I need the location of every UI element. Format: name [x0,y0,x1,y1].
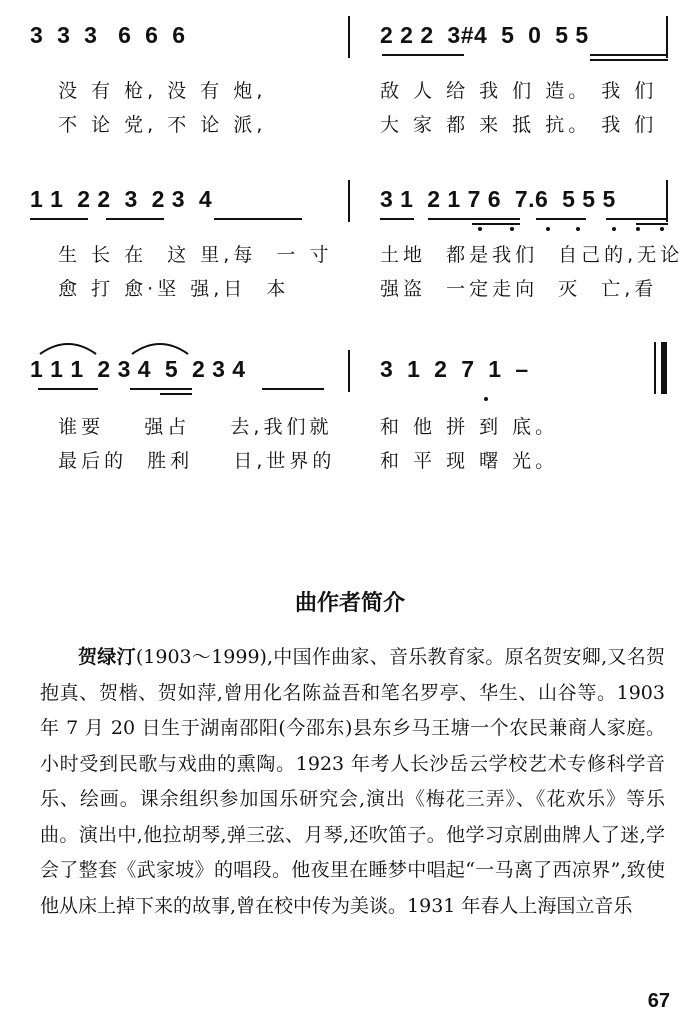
low-octave-dot [636,227,640,231]
underline [214,218,302,220]
bar-line [348,180,350,222]
underline [590,54,668,56]
notes-left: 1 1 2 2 3 2 3 4 [30,186,213,212]
underline [30,218,88,220]
slur-arc [130,338,190,356]
underline [536,218,586,220]
lyric-left: 谁要 强占 去,我们就 [58,416,333,438]
repeat-mark [666,16,668,58]
lyric-right: 大 家 都 来 抵 抗。 我 们 [380,114,658,136]
lyric-left: 没 有 枪, 没 有 炮, [58,80,267,102]
underline [160,393,192,395]
underline [380,218,414,220]
low-octave-dot [484,397,488,401]
lyrics-verse-2 [38,110,678,176]
underline [38,388,98,390]
lyrics-verse-2 [38,446,678,512]
notes-line [30,356,670,392]
underline [106,218,164,220]
notes-line [30,186,670,222]
final-barline-thick [661,342,667,394]
underline [262,388,324,390]
lyrics-verse-2 [38,274,678,340]
lyric-right: 土地 都是我们 自己的,无论 [380,244,684,266]
low-octave-dot [576,227,580,231]
underline [636,223,668,225]
low-octave-dot [478,227,482,231]
notes-right: 3 1 2 1 7 6 7.6 5 5 5 [380,186,616,212]
lyric-right: 敌 人 给 我 们 造。 我 们 [380,80,658,102]
page-number: 67 [647,990,670,1012]
underline [590,59,668,61]
low-octave-dot [510,227,514,231]
lyric-left: 最后的 胜利 日,世界的 [58,450,336,472]
low-octave-dot [660,227,664,231]
notes-left: 3 3 3 6 6 6 [30,22,186,48]
slur-arc [38,338,98,356]
section-heading: 曲作者简介 [294,591,405,616]
lyric-right: 和 他 拼 到 底。 [380,416,559,438]
bar-line [348,16,350,58]
low-octave-dot [612,227,616,231]
lyric-right: 和 平 现 曙 光。 [380,450,559,472]
final-barline-thin [654,342,656,394]
underline [382,54,464,56]
underline [428,218,520,220]
underline [472,223,520,225]
lyric-left: 愈 打 愈·坚 强,日 本 [58,278,290,300]
underline [130,388,192,390]
lyric-left: 生 长 在 这 里,每 一 寸 [58,244,333,266]
bio-paragraph [40,640,665,924]
repeat-mark [666,180,668,222]
bio-text: (1903～1999),中国作曲家、音乐教育家。原名贺安卿,又名贺抱真、贺楷、贺如萍,曾用化名陈益吾和笔名罗亭、华生、山谷等。1903 年 7 月 20 日生于湖南邵阳(今邵东)县东乡马王塘一个农民兼商人家庭。小时受到民歌与戏曲的熏陶。1923 年考人长沙岳云学校艺术专修科学音乐、绘画。课余组织参加国乐研究会,演出《梅花三弄》、《花欢乐》等乐曲。演出中,他拉胡琴,弹三弦、月琴,还吹笛子。他学习京剧曲牌人了迷,学会了整套《武家坡》的唱段。他夜里在睡梦中唱起“一马离了西凉界”,致使他从床上掉下来的故事,曾在校中传为美谈。1931 年春人上海国立音乐 [40,646,665,917]
underline [606,218,668,220]
notes-left: 1 1 1 2 3 4 5 2 3 4 [30,356,246,382]
lyric-left: 不 论 党, 不 论 派, [58,114,267,136]
composer-name: 贺绿汀 [78,646,136,668]
notes-right: 3 1 2 7 1 – [380,356,529,382]
lyric-right: 强盗 一定走向 灭 亡,看 [380,278,658,300]
bar-line [348,350,350,392]
low-octave-dot [546,227,550,231]
composer-bio [40,640,665,924]
notes-right: 2 2 2 3#4 5 0 5 5 [380,22,589,48]
notes-line [30,22,670,58]
